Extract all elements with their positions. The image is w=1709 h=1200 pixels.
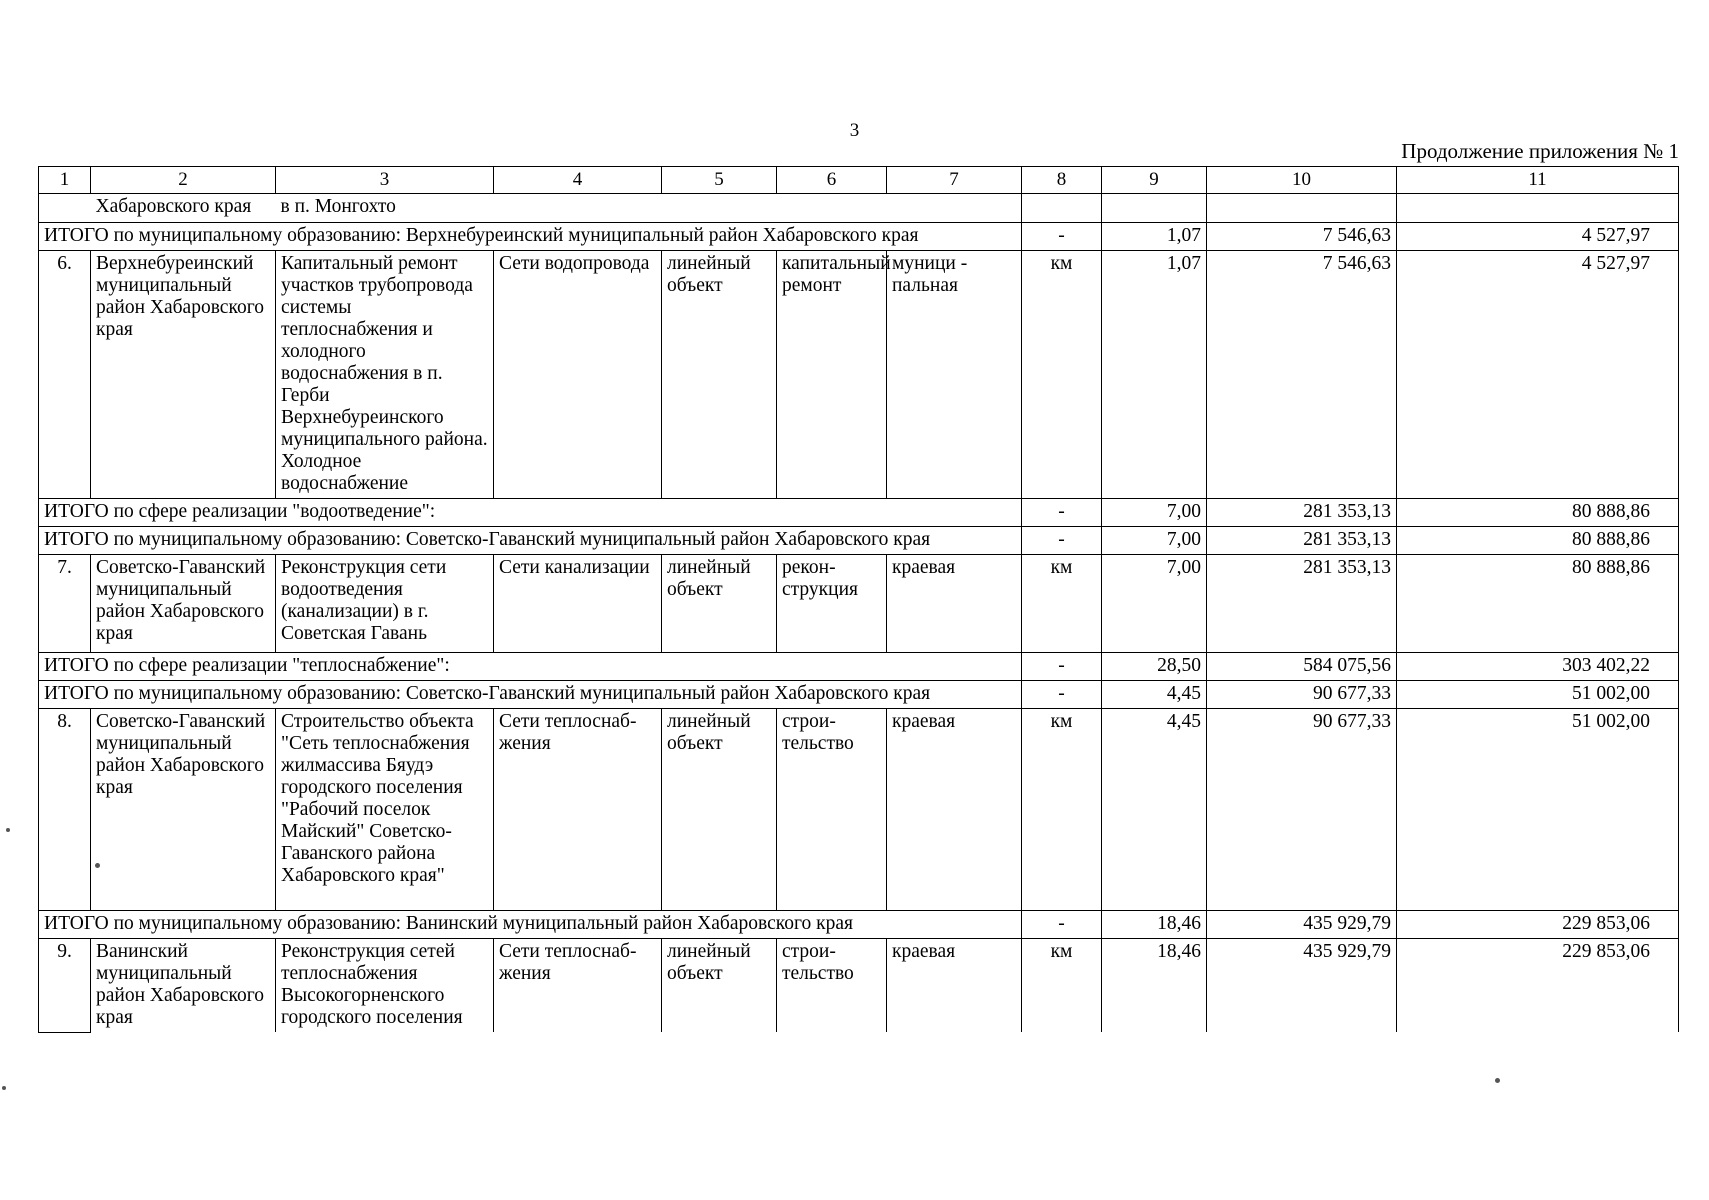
column-number-2: 2 <box>91 167 276 194</box>
column-number-10: 10 <box>1207 167 1397 194</box>
quantity-cell: 7,00 <box>1102 526 1207 554</box>
scan-artifact <box>1495 1078 1500 1083</box>
column-number-6: 6 <box>777 167 887 194</box>
cost-total-cell: 281 353,13 <box>1207 526 1397 554</box>
municipality-cell: Верхнебуреинский муниципальный район Хабаровского края <box>91 250 276 498</box>
row-index-cell: 6. <box>39 250 91 498</box>
quantity-cell: 7,00 <box>1102 498 1207 526</box>
work-type-cell: рекон- струкция <box>777 554 887 652</box>
cost-budget-cell: 229 853,06 <box>1397 911 1679 939</box>
appendix-continuation-label: Продолжение приложения № 1 <box>1401 139 1679 163</box>
column-number-9: 9 <box>1102 167 1207 194</box>
cost-total-cell: 584 075,56 <box>1207 652 1397 680</box>
cost-budget-cell: 80 888,86 <box>1397 498 1679 526</box>
cost-total-cell: 90 677,33 <box>1207 709 1397 911</box>
table-row-total <box>39 652 1679 680</box>
cost-budget-cell: 303 402,22 <box>1397 652 1679 680</box>
row-index-cell <box>39 194 91 222</box>
cost-total-cell: 435 929,79 <box>1207 939 1397 1033</box>
cost-budget-cell <box>1397 194 1679 222</box>
cost-total-cell: 281 353,13 <box>1207 554 1397 652</box>
ownership-cell: муници - пальная <box>887 250 1022 498</box>
cost-budget-cell: 80 888,86 <box>1397 554 1679 652</box>
work-type-cell: строи- тельство <box>777 709 887 911</box>
table-row-total <box>39 498 1679 526</box>
ownership-cell <box>887 194 1022 222</box>
column-number-8: 8 <box>1022 167 1102 194</box>
object-type-cell: Сети канализации <box>494 554 662 652</box>
object-name-cell: Капитальный ремонт участков трубопровода системы теплоснабжения и холодного водоснабжения в п. Герби Верхнебуреинского муниципального района. Холодное водоснабжение <box>276 250 494 498</box>
quantity-cell <box>1102 194 1207 222</box>
page-number: 3 <box>849 120 860 141</box>
object-kind-cell: линейный объект <box>662 250 777 498</box>
total-label-cell: ИТОГО по муниципальному образованию: Верхнебуреинский муниципальный район Хабаровского края <box>39 222 1022 250</box>
unit-cell: км <box>1022 939 1102 1033</box>
quantity-cell: 1,07 <box>1102 222 1207 250</box>
cost-total-cell: 7 546,63 <box>1207 222 1397 250</box>
ownership-cell: краевая <box>887 939 1022 1033</box>
quantity-cell: 18,46 <box>1102 939 1207 1033</box>
cost-budget-cell: 80 888,86 <box>1397 526 1679 554</box>
municipality-cell: Советско-Гаванский муниципальный район Хабаровского края <box>91 709 276 911</box>
object-type-cell: Сети водопровода <box>494 250 662 498</box>
cost-total-cell: 281 353,13 <box>1207 498 1397 526</box>
quantity-cell: 4,45 <box>1102 709 1207 911</box>
unit-cell: - <box>1022 680 1102 708</box>
unit-cell: км <box>1022 554 1102 652</box>
unit-cell <box>1022 194 1102 222</box>
cost-total-cell: 90 677,33 <box>1207 680 1397 708</box>
municipality-cell: Ванинский муниципальный район Хабаровского края <box>91 939 276 1033</box>
object-name-cell: в п. Монгохто <box>276 194 494 222</box>
unit-cell: - <box>1022 498 1102 526</box>
table-row <box>39 554 1679 652</box>
total-label-cell: ИТОГО по сфере реализации "водоотведение": <box>39 498 1022 526</box>
row-index-cell: 8. <box>39 709 91 911</box>
ownership-cell: краевая <box>887 709 1022 911</box>
column-number-11: 11 <box>1397 167 1679 194</box>
scan-artifact <box>95 863 100 868</box>
unit-cell: - <box>1022 911 1102 939</box>
table-row-total <box>39 222 1679 250</box>
object-kind-cell <box>662 194 777 222</box>
ownership-cell: краевая <box>887 554 1022 652</box>
object-type-cell: Сети теплоснаб- жения <box>494 939 662 1033</box>
quantity-cell: 7,00 <box>1102 554 1207 652</box>
total-label-cell: ИТОГО по муниципальному образованию: Ванинский муниципальный район Хабаровского края <box>39 911 1022 939</box>
cost-total-cell: 7 546,63 <box>1207 250 1397 498</box>
object-name-cell: Строительство объекта "Сеть теплоснабжения жилмассива Бяудэ городского поселения "Рабочий поселок Майский" Советско-Гаванского района Хабаровского края" <box>276 709 494 911</box>
object-kind-cell: линейный объект <box>662 709 777 911</box>
cost-total-cell <box>1207 194 1397 222</box>
table-row <box>39 939 1679 1033</box>
quantity-cell: 4,45 <box>1102 680 1207 708</box>
quantity-cell: 18,46 <box>1102 911 1207 939</box>
column-number-5: 5 <box>662 167 777 194</box>
appendix-table <box>38 166 1679 1033</box>
table-row <box>39 250 1679 498</box>
object-kind-cell: линейный объект <box>662 554 777 652</box>
object-type-cell: Сети теплоснаб- жения <box>494 709 662 911</box>
cost-budget-cell: 4 527,97 <box>1397 250 1679 498</box>
row-index-cell: 9. <box>39 939 91 1033</box>
table-row-total <box>39 680 1679 708</box>
table-row <box>39 194 1679 222</box>
cost-total-cell: 435 929,79 <box>1207 911 1397 939</box>
scan-artifact <box>2 1086 6 1090</box>
cost-budget-cell: 51 002,00 <box>1397 709 1679 911</box>
municipality-cell: Советско-Гаванский муниципальный район Хабаровского края <box>91 554 276 652</box>
column-number-3: 3 <box>276 167 494 194</box>
column-number-4: 4 <box>494 167 662 194</box>
unit-cell: км <box>1022 709 1102 911</box>
table-row-total <box>39 911 1679 939</box>
scan-artifact <box>6 828 10 832</box>
row-index-cell: 7. <box>39 554 91 652</box>
municipality-cell: Хабаровского края <box>91 194 276 222</box>
work-type-cell <box>777 194 887 222</box>
total-label-cell: ИТОГО по сфере реализации "теплоснабжение": <box>39 652 1022 680</box>
work-type-cell: строи- тельство <box>777 939 887 1033</box>
cost-budget-cell: 4 527,97 <box>1397 222 1679 250</box>
total-label-cell: ИТОГО по муниципальному образованию: Советско-Гаванский муниципальный район Хабаровского края <box>39 680 1022 708</box>
column-number-1: 1 <box>39 167 91 194</box>
table-header-row <box>39 167 1679 194</box>
unit-cell: - <box>1022 526 1102 554</box>
object-name-cell: Реконструкция сетей теплоснабжения Высокогорненского городского поселения <box>276 939 494 1033</box>
unit-cell: км <box>1022 250 1102 498</box>
table-row-total <box>39 526 1679 554</box>
cost-budget-cell: 51 002,00 <box>1397 680 1679 708</box>
quantity-cell: 1,07 <box>1102 250 1207 498</box>
total-label-cell: ИТОГО по муниципальному образованию: Советско-Гаванский муниципальный район Хабаровского края <box>39 526 1022 554</box>
quantity-cell: 28,50 <box>1102 652 1207 680</box>
unit-cell: - <box>1022 222 1102 250</box>
object-type-cell <box>494 194 662 222</box>
column-number-7: 7 <box>887 167 1022 194</box>
table-row <box>39 709 1679 911</box>
object-kind-cell: линейный объект <box>662 939 777 1033</box>
cost-budget-cell: 229 853,06 <box>1397 939 1679 1033</box>
unit-cell: - <box>1022 652 1102 680</box>
work-type-cell: капитальный ремонт <box>777 250 887 498</box>
object-name-cell: Реконструкция сети водоотведения (канализации) в г. Советская Гавань <box>276 554 494 652</box>
